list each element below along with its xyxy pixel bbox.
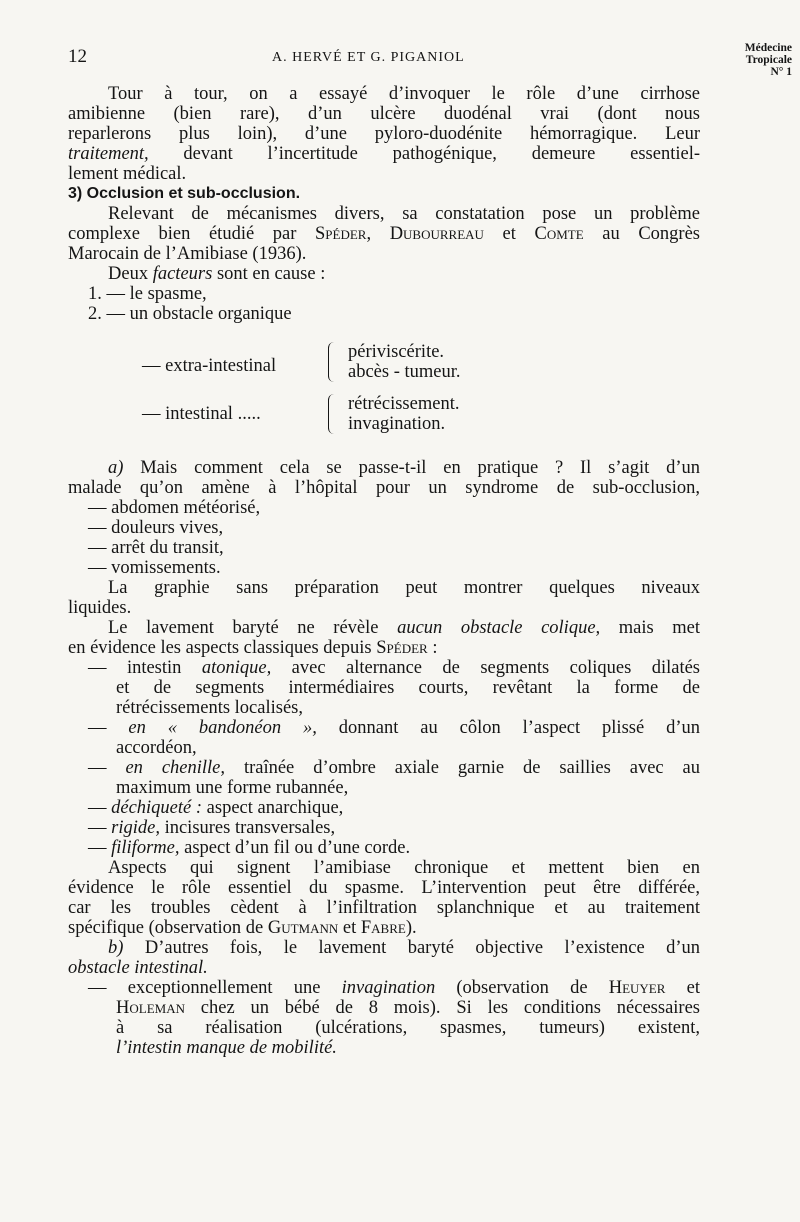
text-span: (observation de — [435, 978, 609, 998]
list-item: 1. — le spasme, — [88, 284, 207, 304]
text-span: complexe bien étudié par — [68, 224, 315, 244]
text-span: — — [88, 718, 129, 738]
text-line — [68, 958, 700, 978]
aspect-item — [68, 758, 700, 778]
obstacle-item — [68, 978, 700, 998]
text-span: au Congrès — [583, 224, 701, 244]
text-span: — — [88, 798, 112, 818]
emphasis: filiforme, — [111, 838, 180, 858]
subpart-label: a) — [108, 458, 124, 478]
text-span: — — [88, 818, 112, 838]
aspect-continuation: accordéon, — [116, 738, 197, 758]
author-name: Comte — [534, 224, 584, 244]
subpart-label: b) — [108, 938, 124, 958]
text-span: avec alternance de segments coliques dilatés — [271, 658, 700, 678]
text-line: La graphie sans préparation peut montrer quelques niveaux — [108, 578, 700, 598]
intestinal-label: — intestinal ..... — [142, 404, 261, 424]
aspect-continuation: maximum une forme rubannée, — [116, 778, 349, 798]
text-span: — exceptionnellement une — [88, 978, 342, 998]
text-line — [68, 918, 700, 938]
text-span: chez un bébé de 8 mois). Si les conditions nécessaires — [184, 998, 700, 1018]
aspect-continuation: et de segments intermédiaires courts, revêtant la forme de — [116, 678, 700, 698]
text-span: et — [483, 224, 535, 244]
author-name: Heuyer — [608, 978, 666, 998]
text-span: ). — [405, 918, 417, 938]
symptom-item: — arrêt du transit, — [88, 538, 224, 558]
text-line: malade qu’on amène à l’hôpital pour un syndrome de sub-occlusion, — [68, 478, 700, 498]
obstacle-classification — [68, 336, 700, 440]
obstacle-continuation — [68, 1038, 700, 1058]
text-line: lement médical. — [68, 164, 187, 184]
emphasis: en « bandonéon », — [128, 718, 317, 738]
text-span: Deux — [108, 264, 153, 284]
aspect-continuation: rétrécissements localisés, — [116, 698, 303, 718]
text-line: Tour à tour, on a essayé d’invoquer le rôle d’une cirrhose — [108, 84, 700, 104]
obstacle-continuation: à sa réalisation (ulcérations, spasmes, tumeurs) existent, — [116, 1018, 700, 1038]
text-line: Marocain de l’Amibiase (1936). — [68, 244, 307, 264]
option-line: abcès - tumeur. — [348, 362, 461, 382]
text-span: en évidence les aspects classiques depuis — [68, 638, 377, 658]
aspect-item — [68, 798, 700, 818]
author-name: Fabre — [360, 918, 406, 938]
brace-icon — [328, 394, 337, 434]
text-line: car les troubles cèdent à l’infiltration splanchnique et au traitement — [68, 898, 700, 918]
aspect-item — [68, 718, 700, 738]
text-span: incisures transversales, — [159, 818, 336, 838]
option-line: rétrécissement. — [348, 394, 460, 414]
aspect-item — [68, 818, 700, 838]
text-line: reparlerons plus loin), d’une pyloro-duodénite hémorragique. Leur — [68, 124, 700, 144]
emphasis: en chenille, — [125, 758, 226, 778]
text-span: spécifique (observation de — [68, 918, 268, 938]
extra-intestinal-label: — extra-intestinal — [142, 356, 277, 376]
text-line — [68, 458, 700, 478]
emphasis: obstacle intestinal. — [68, 958, 208, 978]
emphasis: rigide, — [111, 818, 160, 838]
text-line — [68, 938, 700, 958]
text-line — [68, 264, 700, 284]
text-line: évidence le rôle essentiel du spasme. L’intervention peut être différée, — [68, 878, 700, 898]
symptom-item: — abdomen météorisé, — [88, 498, 261, 518]
emphasis: traitement, — [68, 144, 149, 164]
author-name: Spéder, — [314, 224, 372, 244]
text-span: D’autres fois, le lavement baryté objective l’existence d’un — [123, 938, 700, 958]
text-span: — — [88, 758, 126, 778]
running-head: A. HERVÉ ET G. PIGANIOL — [272, 50, 465, 65]
emphasis: déchiqueté : — [111, 798, 203, 818]
symptom-item: — vomissements. — [88, 558, 221, 578]
obstacle-continuation — [68, 998, 700, 1018]
text-span: aspect anarchique, — [202, 798, 344, 818]
aspect-item — [68, 838, 700, 858]
text-line: Relevant de mécanismes divers, sa constatation pose un problème — [108, 204, 700, 224]
text-span: sont en cause : — [212, 264, 326, 284]
list-item: 2. — un obstacle organique — [88, 304, 292, 324]
brace-icon — [328, 342, 337, 382]
text-line — [68, 638, 700, 658]
journal-label — [726, 42, 792, 78]
text-line: amibienne (bien rare), d’un ulcère duodénal vrai (dont nous — [68, 104, 700, 124]
text-line — [68, 618, 700, 638]
body-text — [68, 84, 700, 1058]
journal-line: Médecine — [744, 42, 792, 54]
text-span: Le lavement baryté ne révèle — [108, 618, 398, 638]
text-line — [68, 144, 700, 164]
page-number: 12 — [68, 46, 87, 67]
option-line: périviscérite. — [348, 342, 445, 362]
emphasis: l’intestin manque de mobilité. — [116, 1038, 337, 1058]
emphasis: aucun obstacle colique, — [397, 618, 601, 638]
text-line — [68, 224, 700, 244]
text-span: mais met — [600, 618, 700, 638]
text-span: Mais comment cela se passe-t-il en pratique ? Il s’agit d’un — [123, 458, 700, 478]
text-span: et — [338, 918, 361, 938]
journal-line: N° 1 — [770, 66, 792, 78]
aspect-item — [68, 658, 700, 678]
emphasis: facteurs — [152, 264, 213, 284]
author-name: Gutmann — [267, 918, 339, 938]
journal-line: Tropicale — [745, 54, 792, 66]
text-span: et — [665, 978, 700, 998]
text-span: : — [427, 638, 438, 658]
intestinal-options — [348, 394, 459, 434]
text-span: — — [88, 838, 112, 858]
author-name: Holeman — [116, 998, 185, 1018]
text-span: — intestin — [88, 658, 202, 678]
text-span: devant l’incertitude pathogénique, demeure essentiel- — [148, 144, 700, 164]
text-line: liquides. — [68, 598, 132, 618]
emphasis: invagination — [341, 978, 436, 998]
option-line: invagination. — [348, 414, 446, 434]
section-heading: 3) Occlusion et sub-occlusion. — [68, 185, 301, 202]
emphasis: atonique, — [201, 658, 272, 678]
extra-intestinal-options — [348, 342, 461, 382]
text-span: donnant au côlon l’aspect plissé d’un — [316, 718, 700, 738]
author-name: Dubourreau — [389, 224, 484, 244]
text-span: aspect d’un fil ou d’une corde. — [179, 838, 411, 858]
symptom-item: — douleurs vives, — [88, 518, 224, 538]
text-line: Aspects qui signent l’amibiase chronique et mettent bien en — [108, 858, 700, 878]
text-span: traînée d’ombre axiale garnie de saillies avec au — [225, 758, 701, 778]
author-name: Spéder — [376, 638, 428, 658]
